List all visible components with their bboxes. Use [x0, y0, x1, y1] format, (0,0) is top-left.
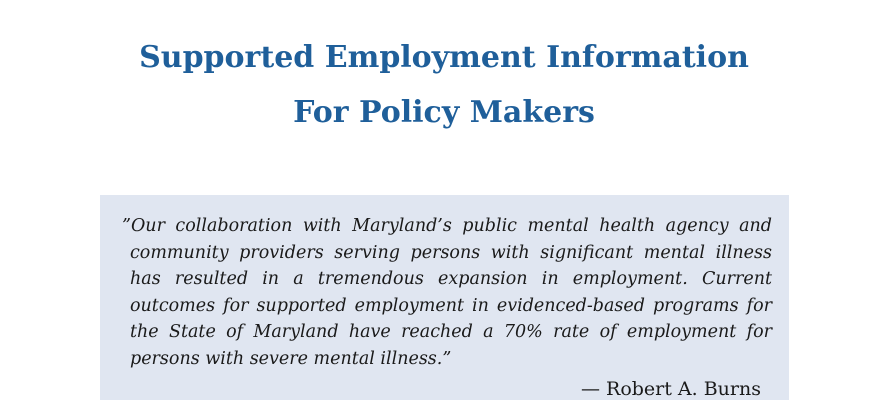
title-line-2: For Policy Makers	[293, 95, 595, 130]
quote-attribution: — Robert A. Burns	[580, 378, 761, 400]
page-title	[0, 30, 888, 140]
quote-box	[100, 195, 789, 400]
quote-text: ”Our collaboration with Maryland’s public mental health agency and community providers serving persons with significant mental illness has resulted in a tremendous expansion in employment. Current outcomes for supported employment in evidenced-based programs for the State of Maryland have reached a 70% rate of employment for persons with severe mental illness.”	[122, 216, 772, 369]
title-line-1: Supported Employment Information	[139, 40, 749, 75]
